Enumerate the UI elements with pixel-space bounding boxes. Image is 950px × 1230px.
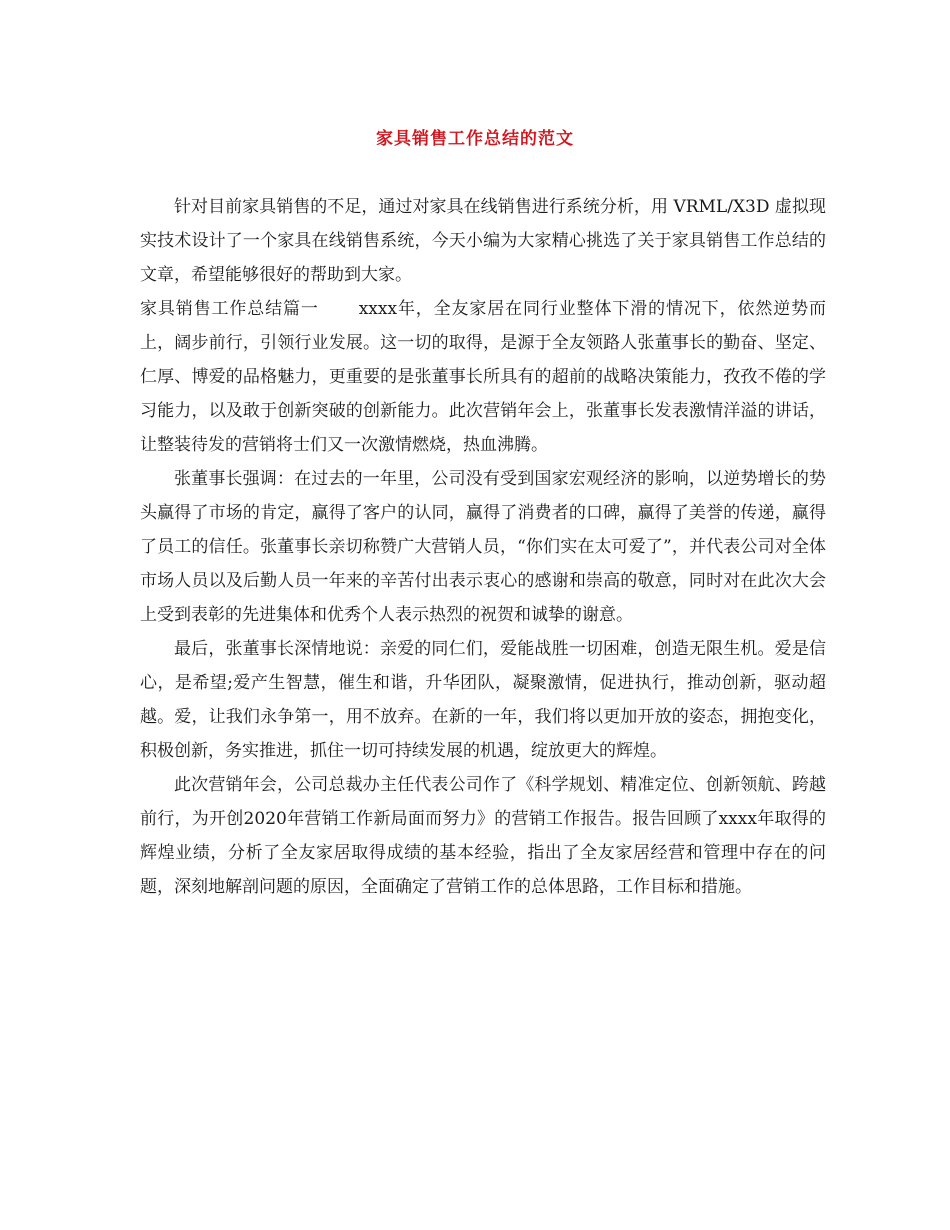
body-paragraph-3: 此次营销年会，公司总裁办主任代表公司作了《科学规划、精准定位、创新领航、跨越前行，为开创2020年营销工作新局面而努力》的营销工作报告。报告回顾了xxxx年取得的辉煌业绩，分析了全友家居取得成绩的基本经验，指出了全友家居经营和管理中存在的问题，深刻地解剖问题的原因，全面确定了营销工作的总体思路，工作目标和措施。 <box>140 775 826 897</box>
intro-paragraph: 针对目前家具销售的不足，通过对家具在线销售进行系统分析，用 VRML/X3D 虚拟现实技术设计了一个家具在线销售系统，今天小编为大家精心挑选了关于家具销售工作总结的文章，希望能够很好的帮助到大家。 <box>140 197 826 285</box>
section-first-text: xxxx年，全友家居在同行业整体下滑的情况下，依然逆势而上，阔步前行，引领行业发展。这一切的取得，是源于全友领路人张董事长的勤奋、坚定、仁厚、博爱的品格魅力，更重要的是张董事长所具有的超前的战略决策能力，孜孜不倦的学习能力，以及敢于创新突破的创新能力。此次营销年会上，张董事长发表激情洋溢的讲话，让整装待发的营销将士们又一次激情燃烧，热血沸腾。 <box>140 299 826 455</box>
section-paragraph <box>140 292 826 462</box>
document-body <box>140 190 826 904</box>
body-paragraph-1: 张董事长强调：在过去的一年里，公司没有受到国家宏观经济的影响，以逆势增长的势头赢得了市场的肯定，赢得了客户的认同，赢得了消费者的口碑，赢得了美誉的传递，赢得了员工的信任。张董事长亲切称赞广大营销人员，“你们实在太可爱了”，并代表公司对全体市场人员以及后勤人员一年来的辛苦付出表示衷心的感谢和崇高的敬意，同时对在此次大会上受到表彰的先进集体和优秀个人表示热烈的祝贺和诚挚的谢意。 <box>140 469 826 625</box>
section-heading: 家具销售工作总结篇一 <box>140 299 319 319</box>
document-title: 家具销售工作总结的范文 <box>376 129 574 149</box>
body-paragraph-2: 最后，张董事长深情地说：亲爱的同仁们，爱能战胜一切困难，创造无限生机。爱是信心，是希望;爱产生智慧，催生和谐，升华团队，凝聚激情，促进执行，推动创新，驱动超越。爱，让我们永争第一，用不放弃。在新的一年，我们将以更加开放的姿态，拥抱变化，积极创新，务实推进，抓住一切可持续发展的机遇，绽放更大的辉煌。 <box>140 639 826 761</box>
